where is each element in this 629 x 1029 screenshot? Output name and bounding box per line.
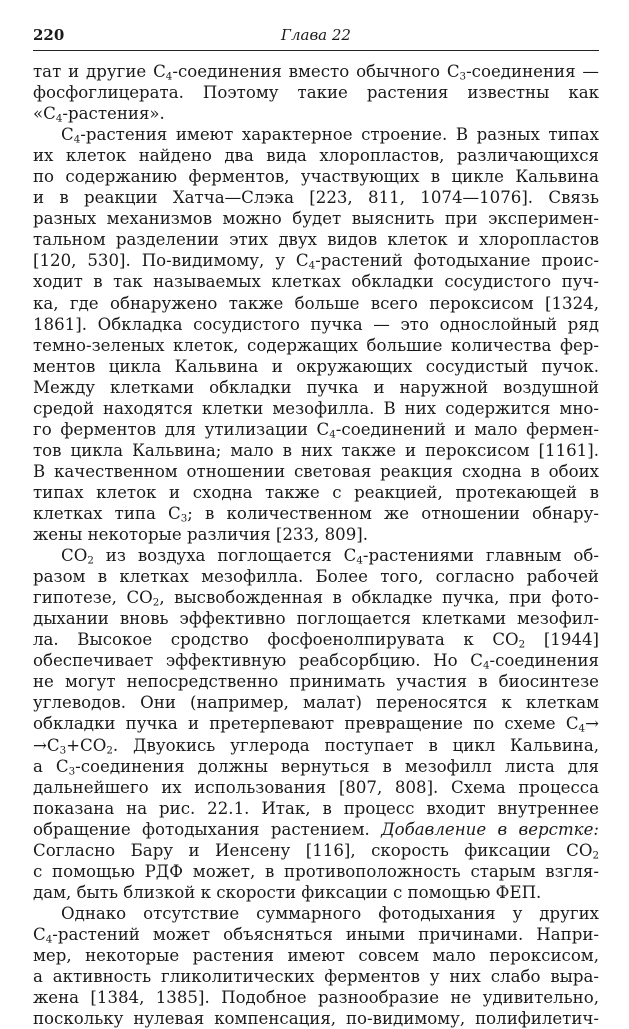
subscript: 4 — [55, 112, 63, 125]
text-segment: клетках типа C — [33, 503, 181, 523]
text-line — [33, 398, 599, 419]
text-segment: дыхании вновь эффективно поглощается клетками мезофил- — [33, 609, 599, 629]
text-segment: темно-зеленых клеток, содержащих большие количества фер- — [33, 335, 599, 355]
text-segment: показана на рис. 22.1. Итак, в процесс входит внутреннее — [33, 798, 599, 818]
text-line — [33, 987, 599, 1008]
text-segment: ходит в так называемых клетках обкладки сосудистого пуч- — [33, 272, 599, 292]
text-line — [33, 945, 599, 966]
text-line — [33, 650, 599, 671]
subscript: 3 — [459, 70, 467, 83]
text-segment: не могут непосредственно принимать участия в биосинтезе — [33, 672, 599, 692]
text-line — [33, 819, 599, 840]
text-segment: тов цикла Кальвина; мало в них также и пероксисом [1161]. — [33, 440, 599, 460]
text-segment: -растениями главным об- — [362, 546, 599, 566]
subscript: 4 — [45, 933, 53, 945]
text-line — [33, 166, 599, 187]
text-segment: разных механизмов можно будет выяснить при эксперимен- — [33, 209, 599, 229]
text-segment: ка, где обнаружено также больше всего пероксисом [1324, — [33, 293, 599, 313]
text-line — [33, 840, 599, 861]
text-segment: обращение фотодыхания растением. — [33, 819, 382, 839]
subscript: 3 — [180, 512, 188, 525]
subscript: 2 — [106, 744, 113, 756]
chapter-title: Глава 22 — [281, 26, 351, 44]
text-segment: -растений может объясняться иными причинами. Напри- — [52, 924, 599, 944]
text-segment: разом в клетках мезофилла. Более того, согласно рабочей — [33, 567, 599, 587]
text-line — [33, 377, 599, 398]
subscript: 2 — [592, 849, 599, 861]
text-segment: -растения». — [62, 104, 165, 124]
text-line — [33, 882, 599, 903]
text-line — [33, 903, 599, 924]
text-line — [33, 229, 599, 250]
text-segment: Согласно Бару и Иенсену [116], скорость фиксации CO — [33, 840, 593, 860]
text-line — [33, 250, 599, 271]
subscript: 2 — [87, 554, 94, 567]
text-line — [33, 187, 599, 208]
text-segment: жены некоторые различия [233, 809]. — [33, 525, 369, 545]
text-segment: , высвобожденная в обкладке пучка, при фото- — [159, 588, 599, 608]
text-line — [33, 861, 599, 882]
text-line — [33, 1008, 599, 1029]
text-segment: обкладки пучка и претерпевают превращение по схеме C — [33, 714, 579, 734]
text-line — [33, 524, 599, 545]
text-segment: по содержанию ферментов, участвующих в цикле Кальвина — [33, 167, 599, 187]
text-line — [33, 103, 599, 124]
subscript: 3 — [59, 744, 67, 756]
text-segment: . Двуокись углерода поступает в цикл Кальвина, — [112, 735, 599, 755]
text-line — [33, 61, 599, 82]
text-segment: с помощью РДФ может, в противоположность старым взгля- — [33, 861, 599, 881]
subscript: 3 — [68, 765, 76, 777]
text-line — [33, 461, 599, 482]
body-text — [33, 61, 599, 1029]
text-line — [33, 566, 599, 587]
text-line — [33, 735, 599, 756]
text-line — [33, 145, 599, 166]
text-line — [33, 545, 599, 566]
text-line — [33, 293, 599, 314]
page-header — [33, 26, 599, 46]
text-segment: ; в количественном же отношении обнару- — [187, 503, 599, 523]
text-segment: поскольку нулевая компенсация, по-видимому, полифилетич- — [33, 1009, 599, 1029]
text-segment: жена [1384, 1385]. Подобное разнообразие не удивительно, — [33, 988, 599, 1008]
subscript: 4 — [165, 70, 173, 83]
text-segment: а C — [33, 756, 69, 776]
text-segment: -соединения должны вернуться в мезофилл листа для — [75, 756, 599, 776]
text-line — [33, 777, 599, 798]
text-segment: углеводов. Они (например, малат) переносятся к клеткам — [33, 693, 599, 713]
text-segment: фосфоглицерата. Поэтому такие растения известны как — [33, 83, 599, 103]
text-segment: обеспечивает эффективную реабсорбцию. Но C — [33, 651, 483, 671]
text-segment: из воздуха поглощается C — [93, 546, 357, 566]
text-segment: Между клетками обкладки пучка и наружной воздушной — [33, 377, 599, 397]
subscript: 2 — [152, 596, 160, 609]
text-segment: дам, быть близкой к скорости фиксации с помощью ФЕП. — [33, 882, 542, 902]
text-segment: [1944] — [525, 630, 599, 650]
text-segment: В качественном отношении световая реакция сходна в обоих — [33, 461, 599, 481]
text-segment: -соединения — — [466, 62, 599, 81]
text-line — [33, 587, 599, 608]
text-line — [33, 608, 599, 629]
text-segment: «C — [33, 104, 56, 124]
text-segment: средой находятся клетки мезофилла. В них содержится мно- — [33, 398, 599, 418]
text-line — [33, 208, 599, 229]
text-segment: -соединения вместо обычного C — [172, 62, 460, 81]
text-line — [33, 482, 599, 503]
text-line — [33, 966, 599, 987]
text-segment: -соединений и мало фермен- — [335, 419, 599, 439]
text-line — [33, 503, 599, 524]
text-line — [33, 271, 599, 292]
text-segment: -соединения — [489, 651, 599, 671]
text-line — [33, 629, 599, 650]
text-segment: тат и другие C — [33, 62, 166, 81]
text-segment: [120, 530]. По-видимому, у C — [33, 251, 309, 271]
subscript: 4 — [578, 723, 586, 735]
text-segment: их клеток найдено два вида хлоропластов, различающихся — [33, 146, 599, 166]
text-line — [33, 440, 599, 461]
text-segment: мер, некоторые растения имеют совсем мало пероксисом, — [33, 945, 599, 965]
text-segment: Однако отсутствие суммарного фотодыхания у других — [61, 903, 599, 923]
page-number: 220 — [33, 26, 65, 44]
subscript: 4 — [356, 554, 363, 567]
subscript: 4 — [329, 428, 336, 440]
italic-text: Добавление в верстке: — [381, 819, 599, 839]
text-segment: -растений фотодыхание проис- — [315, 251, 599, 271]
header-rule — [33, 50, 599, 51]
text-segment: 1861]. Обкладка сосудистого пучка — это однослойный ряд — [33, 314, 599, 334]
text-line — [33, 124, 599, 145]
text-line — [33, 756, 599, 777]
text-line — [33, 419, 599, 440]
text-segment: гипотезе, CO — [33, 588, 153, 608]
text-line — [33, 692, 599, 713]
text-line — [33, 314, 599, 335]
text-segment: типах клеток и сходна также с реакцией, протекающей в — [33, 482, 599, 502]
text-segment: тальном разделении этих двух видов клеток и хлоропластов — [33, 230, 599, 250]
text-segment: →C — [33, 735, 60, 755]
subscript: 4 — [73, 133, 81, 146]
text-line — [33, 335, 599, 356]
text-line — [33, 671, 599, 692]
text-segment: и в реакции Хатча—Слэка [223, 811, 1074—1076]. Связь — [33, 188, 599, 208]
text-segment: ла. Высокое сродство фосфоенолпирувата к CO — [33, 630, 519, 650]
text-line — [33, 798, 599, 819]
subscript: 4 — [482, 659, 490, 672]
text-segment: го ферментов для утилизации C — [33, 419, 330, 439]
text-line — [33, 713, 599, 734]
text-segment: а активность гликолитических ферментов у них слабо выра- — [33, 967, 599, 987]
text-segment: → — [585, 714, 599, 734]
book-page — [33, 26, 599, 1029]
text-line — [33, 924, 599, 945]
subscript: 4 — [308, 259, 316, 272]
text-line — [33, 82, 599, 103]
text-segment: CO — [61, 546, 88, 566]
text-segment: дальнейшего их использования [807, 808]. Схема процесса — [33, 777, 599, 797]
text-line — [33, 356, 599, 377]
text-segment: ментов цикла Кальвина и окружающих сосудистый пучок. — [33, 356, 599, 376]
text-segment: C — [61, 125, 74, 145]
subscript: 2 — [518, 638, 526, 651]
text-segment: +CO — [66, 735, 107, 755]
text-segment: C — [33, 924, 46, 944]
text-segment: -растения имеют характерное строение. В разных типах — [80, 125, 599, 145]
